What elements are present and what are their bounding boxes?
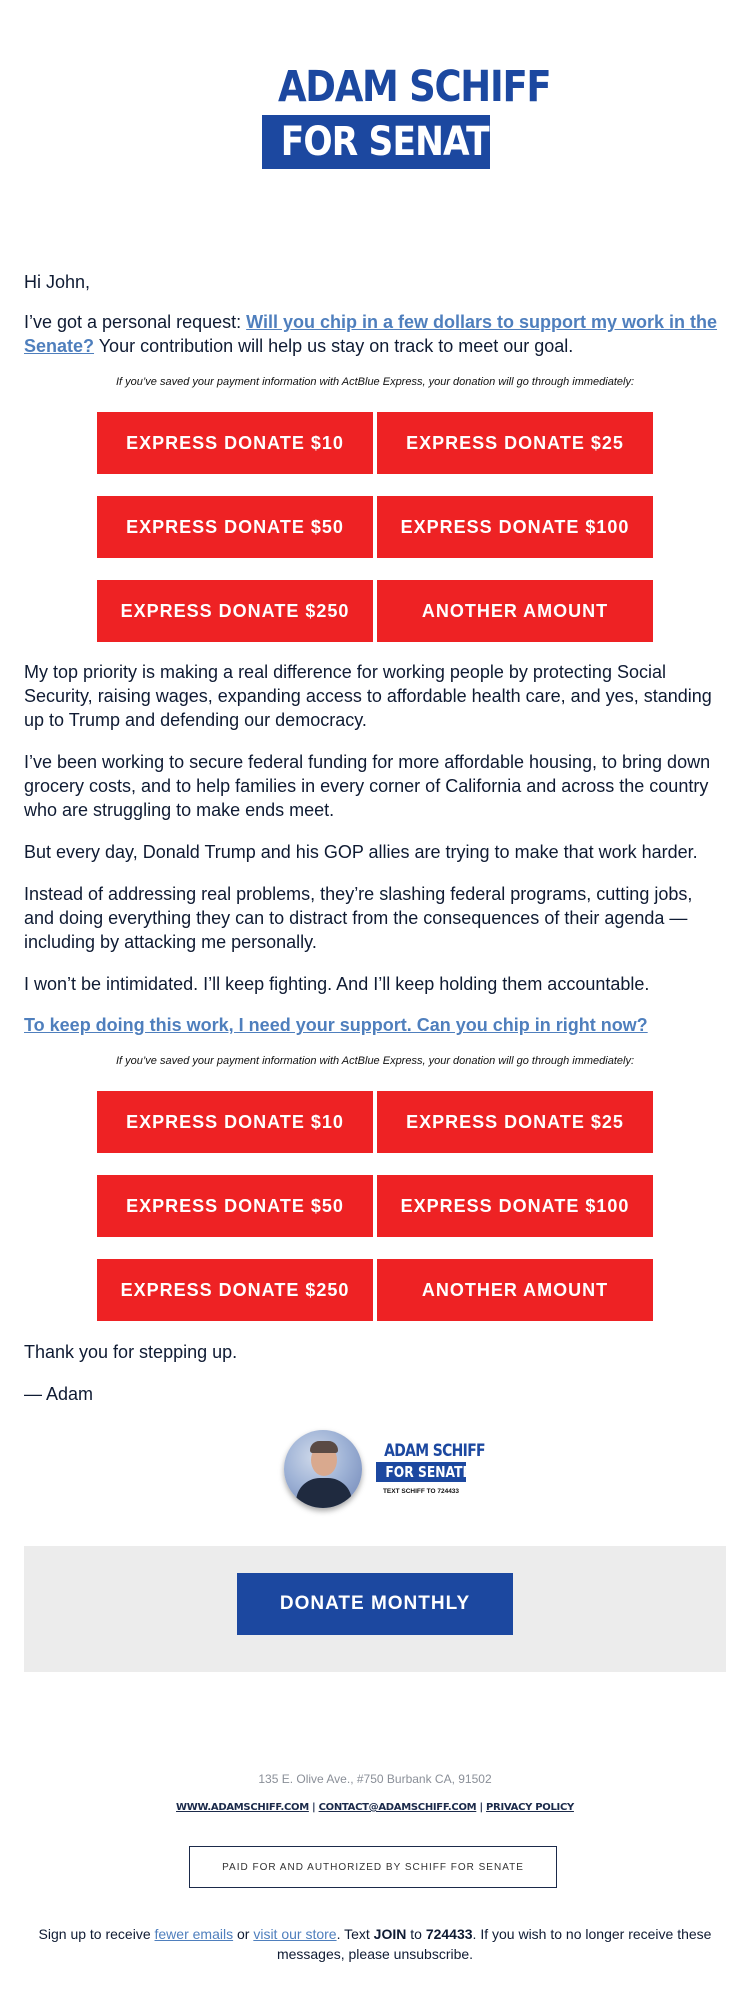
signature-logo-banner	[376, 1462, 471, 1482]
express-donate-50-button[interactable]: EXPRESS DONATE $50	[97, 496, 373, 558]
body-paragraph: I won’t be intimidated. I’ll keep fighting. And I’ll keep holding them accountable.	[24, 974, 650, 994]
link-separator: |	[479, 1802, 483, 1813]
intro-paragraph	[24, 310, 726, 358]
signature-text-line: TEXT SCHIFF TO 724433	[382, 1488, 460, 1495]
signature-logo	[376, 1441, 485, 1495]
footer-address: 135 E. Olive Ave., #750 Burbank CA, 91502	[258, 1772, 492, 1786]
avatar	[284, 1430, 362, 1508]
visit-store-link[interactable]: visit our store	[253, 1926, 337, 1942]
signature-logo-name: ADAM SCHIFF	[384, 1441, 485, 1461]
intro-tail: Your contribution will help us stay on track to meet our goal.	[94, 336, 574, 356]
link-separator: |	[312, 1802, 316, 1813]
express-donate-250-button[interactable]: EXPRESS DONATE $250	[97, 580, 373, 642]
express-donate-25-button[interactable]: EXPRESS DONATE $25	[377, 412, 653, 474]
express-note: If you’ve saved your payment information with ActBlue Express, your donation will go through immediately:	[115, 376, 635, 388]
body-paragraph: Instead of addressing real problems, they’re slashing federal programs, cutting jobs, and doing everything they can to distract from the consequences of their agenda — including by attacking me personally.	[24, 884, 693, 952]
cta-paragraph	[24, 1013, 726, 1037]
express-donate-10-button[interactable]: EXPRESS DONATE $10	[97, 412, 373, 474]
signup-text: to	[406, 1926, 426, 1942]
express-donate-10-button[interactable]: EXPRESS DONATE $10	[97, 1091, 373, 1153]
footer-signup-text	[24, 1924, 726, 1964]
express-donate-50-button[interactable]: EXPRESS DONATE $50	[97, 1175, 373, 1237]
signup-text: or	[233, 1926, 254, 1942]
footer-links	[24, 1802, 726, 1813]
fewer-emails-link[interactable]: fewer emails	[154, 1926, 234, 1942]
express-donate-25-button[interactable]: EXPRESS DONATE $25	[377, 1091, 653, 1153]
logo-name: ADAM SCHIFF	[277, 62, 551, 112]
express-donate-250-button[interactable]: EXPRESS DONATE $250	[97, 1259, 373, 1321]
avatar-body-shape	[296, 1478, 352, 1508]
intro-lead: I’ve got a personal request:	[24, 312, 247, 332]
express-note: If you’ve saved your payment information with ActBlue Express, your donation will go through immediately:	[115, 1055, 635, 1067]
another-amount-button[interactable]: ANOTHER AMOUNT	[377, 580, 653, 642]
paid-for-disclaimer: PAID FOR AND AUTHORIZED BY SCHIFF FOR SENATE	[189, 1846, 557, 1888]
body-paragraph: I’ve been working to secure federal funding for more affordable housing, to bring down grocery costs, and to help families in every corner of California and across the country who are struggling to make ends meet.	[24, 752, 711, 820]
donate-monthly-button[interactable]: DONATE MONTHLY	[237, 1573, 513, 1635]
logo-banner-text: FOR SENATE	[280, 119, 512, 165]
greeting: Hi John,	[24, 272, 91, 292]
body-paragraph: But every day, Donald Trump and his GOP allies are trying to make that work harder.	[24, 842, 698, 862]
header-logo	[262, 62, 551, 169]
signature-logo-banner-text: FOR SENATE	[385, 1463, 471, 1481]
intro-donate-link[interactable]: Will you chip in a few dollars to support my work in the Senate?	[24, 312, 718, 356]
contact-link[interactable]: CONTACT@ADAMSCHIFF.COM	[318, 1802, 477, 1813]
cta-donate-link[interactable]: To keep doing this work, I need your support. Can you chip in right now?	[24, 1015, 648, 1035]
signup-text: Sign up to receive	[38, 1926, 155, 1942]
another-amount-button[interactable]: ANOTHER AMOUNT	[377, 1259, 653, 1321]
privacy-policy-link[interactable]: PRIVACY POLICY	[486, 1802, 574, 1813]
express-donate-100-button[interactable]: EXPRESS DONATE $100	[377, 496, 653, 558]
closing: Thank you for stepping up.	[24, 1342, 238, 1362]
monthly-panel	[24, 1546, 726, 1672]
avatar-hair-shape	[310, 1441, 338, 1453]
express-donate-100-button[interactable]: EXPRESS DONATE $100	[377, 1175, 653, 1237]
body-paragraph: My top priority is making a real difference for working people by protecting Social Security, raising wages, expanding access to affordable health care, and yes, standing up to Trump and defending our democracy.	[24, 662, 712, 730]
signoff: — Adam	[24, 1384, 94, 1404]
website-link[interactable]: WWW.ADAMSCHIFF.COM	[176, 1802, 309, 1813]
logo-banner	[262, 115, 512, 169]
signup-text: . If you wish to no longer receive these messages, please unsubscribe.	[276, 1926, 712, 1962]
join-keyword: JOIN	[373, 1926, 407, 1942]
signup-text: . Text	[336, 1926, 374, 1942]
text-number: 724433	[425, 1926, 473, 1942]
